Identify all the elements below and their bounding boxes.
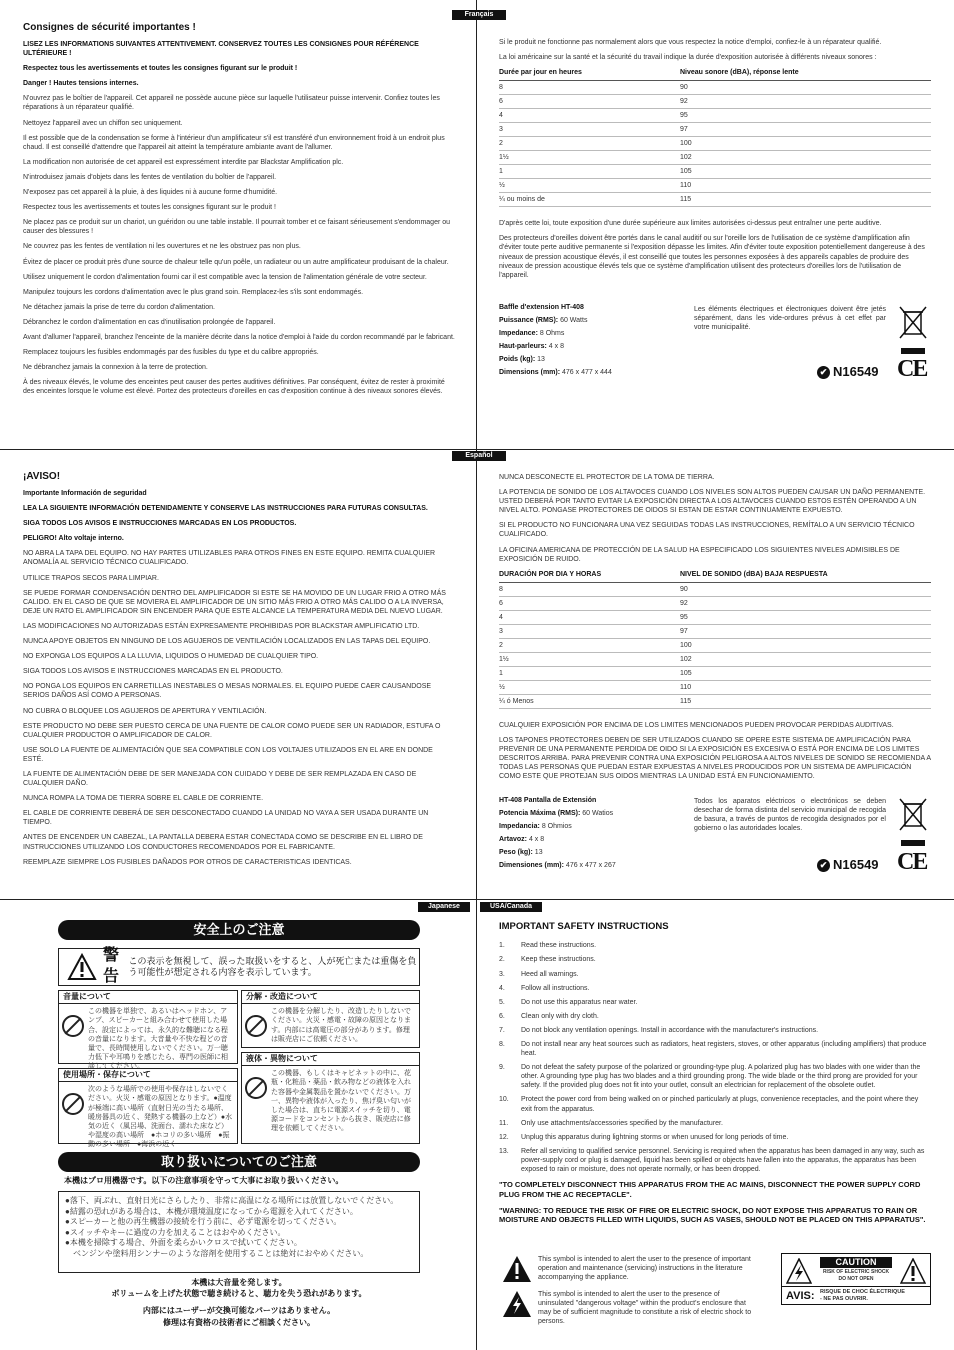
jp-handling-list — [58, 1191, 420, 1273]
weee-bin-icon — [897, 304, 929, 356]
list-item: 11. Only use attachments/accessories specified by the manufacturer. — [499, 1119, 723, 1127]
es-para: NUNCA ROMPA LA TOMA DE TIERRA SOBRE EL CABLE DE CORRIENTE. — [23, 795, 264, 803]
es-table-header-duration: DURACIÓN POR DIA Y HORAS — [499, 570, 680, 583]
jp-box-title: 液体・異物について — [242, 1053, 419, 1066]
es-left-column — [23, 470, 455, 890]
table-row: 1 105 — [499, 165, 931, 179]
fr-para: N'ouvrez pas le boîtier de l'appareil. Cet appareil ne possède aucune pièce sur laquelle l'utilisateur puisse intervenir. Confiez toutes les réparations à un réparateur qualifié. — [23, 95, 440, 112]
es-spec-block: HT-408 Pantalla de Extensión Potencia Máxima (RMS): 60 Watios Impedancia: 8 Ohmios Artavoz: 4 x 8 Peso (kg): 13 Dimensiones (mm): 476 x 477 x 267 — [499, 796, 689, 876]
tab-espanol: Español — [452, 451, 506, 461]
fr-right-para-3: D'après cette loi, toute exposition d'une durée supérieure aux limites autorisées ci-dessus peut entraîner une perte auditive. — [499, 220, 882, 228]
es-para: LAS MODIFICACIONES NO AUTORIZADAS ESTÁN EXPRESAMENTE PROHIBIDAS POR BLACKSTAR AMPLIFICATIO LTD. — [23, 622, 420, 630]
jp-box-volume: 音量について この機器を単独で、あるいはヘッドホン、アンプ、スピーカーと組み合わせて使用した場合、設定によっては、永久的な難聴になる程の音量になります。大音量や不快な程どの音量で、長時間使用しないでください。万一聴力低下や耳鳴りを感じたら、専門の医師に相談してください。 — [58, 990, 238, 1064]
fr-right-para-1: Si le produit ne fonctionne pas normalement alors que vous respectez la notice d'emploi, confiez-le à un réparateur qualifié. — [499, 39, 882, 46]
es-right-para-5: CUALQUIER EXPOSICIÓN POR ENCIMA DE LOS LIMITES MENCIONADOS PUEDEN PROVOCAR PERDIDAS AUDITIVAS. — [499, 721, 894, 729]
prohibition-icon — [62, 1015, 84, 1037]
fr-para: Respectez tous les avertissements et toutes les consignes figurant sur le produit ! — [23, 204, 276, 212]
es-para: NO PONGA LOS EQUIPOS EN CARRETILLAS INESTABLES O MESAS NORMALES. EL EQUIPO PUEDE CAER CAUSANDOSE SERIOS DAÑOS ASÍ COMO A PERSONAS. — [23, 683, 432, 700]
c-tick-logo: ✔ N16549 — [817, 857, 879, 874]
fr-recycle-text: Les éléments électriques et électroniques doivent être jetés séparément, dans les vide-ordures prévus à cet effet par votre municipalité. — [694, 306, 886, 332]
list-item: ●スイッチやキーに過度の力を加えることはおやめください。 — [65, 1227, 286, 1237]
es-para: NUNCA APOYE OBJETOS EN NINGUNO DE LOS AGUJEROS DE VENTILACIÓN LOCALIZADOS EN LAS TAPAS DEL EQUIPO. — [23, 638, 431, 646]
jp-title-handling: 取り扱いについてのご注意 — [58, 1152, 420, 1172]
list-item: 3. Heed all warnings. — [499, 970, 579, 978]
list-item: ●スピーカーと他の再生機器の接続を行う前に、必ず電源を切ってください。 — [65, 1217, 342, 1227]
fr-para: À des niveaux élevés, le volume des enceintes peut causer des pertes auditives définitives. Par conséquent, évitez de rester à proximité des enceintes lorsque le volume est élevé. Portez des protecteurs d'oreilles en cas d'exposition continue à des niveaux sonores élevés. — [23, 379, 445, 396]
list-item: 13. Refer all servicing to qualified service personnel. Servicing is required when the apparatus has been damaged in any way, such as power-supply cord or plug is damaged, liquid has been spilled or objects have fallen into the apparatus, the apparatus has been exposed to rain or moisture, does not operate normally, or has been dropped. — [499, 1147, 925, 1174]
table-row: 8 90 — [499, 582, 931, 596]
table-row: 4 95 — [499, 109, 931, 123]
fr-para: Ne couvrez pas les fentes de ventilation ni les ouvertures et ne les obstruez pas non plus. — [23, 243, 301, 251]
fr-intro-1: LISEZ LES INFORMATIONS SUIVANTES ATTENTIVEMENT. CONSERVEZ TOUTES LES CONSIGNES POUR RÉFÉRENCE ULTÉRIEURE ! — [23, 41, 419, 58]
lightning-triangle-icon — [502, 1290, 532, 1318]
list-item: ベンジンや塗料用シンナーのような溶剤を使用することは絶対におやめください。 — [73, 1248, 369, 1258]
jp-notes: 本機は大音量を発します。 ボリュームを上げた状態で聴き続けると、聴力を失う恐れがあります。 内部にはユーザーが交換可能なパーツはありません。 修理は有資格の技術者にご相談ください。 — [111, 1278, 367, 1327]
es-intro-2: SIGA TODOS LOS AVISOS E INSTRUCCIONES MARCADAS EN LOS PRODUCTOS. — [23, 520, 297, 528]
es-para: USE SOLO LA FUENTE DE ALIMENTACIÓN QUE SEA COMPATIBLE CON LOS VOLTAJES UTILIZADOS EN EL ARE EN DONDE ESTÉ. — [23, 746, 433, 763]
list-item: 6. Clean only with dry cloth. — [499, 1012, 599, 1020]
table-row: 8 90 — [499, 81, 931, 95]
fr-para: Ne placez pas ce produit sur un chariot, un guéridon ou une table instable. Il pourrait tomber et ce faisant sérieusement s'endommager ou causer des blessures ! — [23, 219, 451, 236]
tab-japanese: Japanese — [418, 902, 470, 912]
jp-subtitle: 本機はプロ用機器です。以下の注意事項を守って大事にお取り扱いください。 — [64, 1176, 344, 1185]
fr-intro-3: Danger ! Hautes tensions internes. — [23, 80, 139, 88]
es-para: LA FUENTE DE ALIMENTACIÓN DEBE DE SER MANEJADA CON CUIDADO Y DEBE DE SER REMPLAZADA EN CASO DE CUALQUIER DAÑO. — [23, 770, 417, 788]
c-tick-icon: ✔ — [817, 859, 830, 872]
list-item: ●結露の恐れがある場合は、本機が環境温度になってから電源を入れてください。 — [65, 1206, 358, 1216]
table-row: 6 92 — [499, 95, 931, 109]
es-intro-3: PELIGRO! Alto voltaje interno. — [23, 535, 124, 543]
list-item: 8. Do not install near any heat sources such as radiators, heat registers, stoves, or other apparatus (including amplifiers) that produce heat. — [499, 1041, 927, 1058]
column-divider — [476, 0, 477, 1350]
table-row: 3 97 — [499, 123, 931, 137]
fr-title: Consignes de sécurité importantes ! — [23, 22, 196, 33]
jp-warning-word: 警告 — [103, 947, 120, 985]
jp-box-title: 分解・改造について — [242, 991, 419, 1004]
us-disconnect-warning: "TO COMPLETELY DISCONNECT THIS APPARATUS FROM THE AC MAINS, DISCONNECT THE POWER SUPPLY CORD PLUG FROM THE AC RECEPTACLE". — [499, 1180, 921, 1199]
es-title: ¡AVISO! — [23, 471, 61, 482]
table-row: ½ 110 — [499, 680, 931, 694]
avis-text: RISQUE DE CHOC ÉLECTRIQUE - NE PAS OUVRIR. — [820, 1289, 905, 1302]
es-intro-0: Importante Información de seguridad — [23, 490, 147, 497]
list-item: 4. Follow all instructions. — [499, 984, 590, 992]
lightning-triangle-icon — [786, 1258, 812, 1284]
fr-para: Utilisez uniquement le cordon d'alimentation fourni car il est compatible avec la tension de l'alimentation générale de votre secteur. — [23, 273, 427, 281]
fr-noise-table — [499, 68, 931, 207]
section-divider-2 — [0, 899, 954, 900]
es-para: NO EXPONGA LOS EQUIPOS A LA LLUVIA, LIQUIDOS O HUMEDAD DE CUALQUIER TIPO. — [23, 653, 319, 661]
jp-box-location: 使用場所・保存について 次のような場所での使用や保存はしないでください。火災・感電の原因となります。●温度が極端に高い場所（直射日光の当たる場所、暖房器具の近く、発熱する機器の上など）●水気の近く（風呂場、洗面台、濡れた床など）や湿度の高い場所 ●ホコリの多い場所 ●振動の多い場所 ●海浜の近く — [58, 1068, 238, 1144]
es-noise-table — [499, 570, 931, 709]
fr-para: Il est possible que de la condensation se forme à l'intérieur d'un amplificateur s'il est transféré d'un environnement froid à un endroit plus chaud. Il est conseillé d'attendre que l'appareil ait atteint la température ambiante avant de l'allumer. — [23, 134, 445, 151]
table-row: ¼ ó Menos 115 — [499, 694, 931, 708]
fr-intro-2: Respectez tous les avertissements et toutes les consignes figurant sur le produit ! — [23, 65, 298, 73]
list-item: 7. Do not block any ventilation openings. Install in accordance with the manufacturer's instructions. — [499, 1026, 819, 1034]
table-row: 2 100 — [499, 137, 931, 151]
fr-para: Évitez de placer ce produit près d'une source de chaleur telle qu'un poêle, un radiateur ou un autre amplificateur produisant de la chaleur. — [23, 258, 449, 266]
table-row: 6 92 — [499, 596, 931, 610]
table-row: ¼ ou moins de 115 — [499, 193, 931, 207]
fr-para: Remplacez toujours les fusibles endommagés par des fusibles du type et du calibre appropriés. — [23, 349, 319, 357]
es-para: EL CABLE DE CORRIENTE DEBERÁ DE SER DESCONECTADO CUANDO LA UNIDAD NO VAYA A SER USADA DURANTE UN TIEMPO. — [23, 810, 429, 827]
es-right-column — [499, 473, 931, 783]
list-item: 10. Protect the power cord from being walked on or pinched particularly at plugs, convenience receptacles, and the point where they exit from the apparatus. — [499, 1096, 919, 1113]
fr-para: Manipulez toujours les cordons d'alimentation avec le plus grand soin. Remplacez-les s'ils sont endommagés. — [23, 288, 364, 296]
list-item: 5. Do not use this apparatus near water. — [499, 998, 638, 1006]
table-row: ½ 110 — [499, 179, 931, 193]
ce-mark-icon: CE — [897, 849, 927, 875]
es-spec-name: HT-408 Pantalla de Extensión — [499, 797, 597, 804]
es-table-header-level: NIVEL DE SONIDO (dBA) BAJA RESPUESTA — [680, 570, 931, 583]
prohibition-icon — [62, 1093, 84, 1115]
fr-table-header-level: Niveau sonore (dBA), réponse lente — [680, 68, 931, 81]
table-row: 1½ 102 — [499, 151, 931, 165]
table-row: 3 97 — [499, 624, 931, 638]
fr-right-column — [499, 38, 931, 288]
fr-right-para-4: Des protecteurs d'oreilles doivent être portés dans le canal auditif ou sur l'oreille lors de l'utilisation de ce système d'amplification afin d'éviter toute perte auditive permanente si l'exposition dépasse les limites. Afin d'éviter toute exposition potentiellement dangereuse à des niveaux de pression acoustique élevés, il est conseillé que toutes les personnes exposées à des appareils capables de produire des niveaux de pression acoustique élevés tels que ce système d'amplification utilisent des protecteurs d'oreilles lors de l'utilisation de l'appareil. — [499, 235, 925, 279]
es-right-para-1: NUNCA DESCONECTE EL PROTECTOR DE LA TOMA DE TIERRA. — [499, 474, 715, 481]
es-intro-1: LEA LA SIGUIENTE INFORMACIÓN DETENIDAMENTE Y CONSERVE LAS INSTRUCCIONES PARA FUTURAS CONSULTAS. — [23, 505, 428, 513]
fr-spec-name: Baffle d'extension HT-408 — [499, 304, 584, 311]
es-right-para-6: LOS TAPONES PROTECTORES DEBEN DE SER UTILIZADOS CUANDO SE OPERE ESTE SISTEMA DE AMPLIFICACIÓN PARA PREVENIR DE UNA PERMANENTE PERDIDA DE OIDO SI LA EXPOSICIÓN ES EXCESIVA O ESTÁ POR ENCIMA DE LOS LIMITES DESCRITOS ARRIBA. PARA PREVENIR CONTRA UNA EXPOSICIÓN PELIGROSA A ALTOS NIVELES DE SONIDO SE RECOMIENDA A TODAS LAS PERSONAS QUE PUEDAN ESTAR EXPUESTAS A NIVELES PRODUCIDOS POR UN SISTEMA DE AMPLIFICACIÓN COMO ESTE QUE PROTEJAN SUS OIDOS MIENTRAS LA UNIDAD ESTÁ EN FUNCIONAMIENTO. — [499, 736, 931, 781]
us-symbol-1-text: This symbol is intended to alert the user to the presence of important operation and maintenance (servicing) instructions in the literature accompanying the appliance. — [538, 1256, 751, 1282]
es-right-para-2: LA POTENCIA DE SONIDO DE LOS ALTAVOCES CUANDO LOS NIVELES SON ALTOS PUEDEN CAUSAR UN DAÑO PERMANENTE. USTED DEBERÁ POR TANTO EVITAR LA EXPOSICIÓN DIRECTA A LOS ALTAVOCES CUANDO ESTOS ESTÉN OPERANDO A UN NIVEL ALTO. PONGASE PROTECTORES DE OIDOS SI ESTAN DE ESTAR CONTINUAMENTE EXPUESTO. — [499, 489, 926, 515]
fr-para: N'introduisez jamais d'objets dans les fentes de ventilation du boîtier de l'appareil. — [23, 173, 277, 181]
caution-text: RISK OF ELECTRIC SHOCK DO NOT OPEN — [822, 1269, 890, 1282]
es-para: UTILICE TRAPOS SECOS PARA LIMPIAR. — [23, 574, 159, 582]
jp-warning-box — [58, 948, 420, 986]
fr-left-column — [23, 21, 455, 441]
es-para: NO ABRA LA TAPA DEL EQUIPO. NO HAY PARTES UTILIZABLES PARA OTROS FINES EN ESTE EQUIPO. REMITA CUALQUIER ANOMALÍA AL SERVICIO TÉCNICO CUALIFICADO. — [23, 550, 436, 567]
exclamation-triangle-icon — [502, 1255, 532, 1283]
caution-heading: CAUTION — [820, 1257, 892, 1268]
c-tick-icon: ✔ — [817, 366, 830, 379]
es-para: ANTES DE ENCENDER UN CABEZAL, LA PANTALLA DEBERA ESTAR CONECTADA COMO SE DESCRIBE EN EL LIBRO DE INSTRUCCIONES UTILIZANDO LOS CONDUCTORES RECOMENDADOS POR EL FABRICANTE. — [23, 834, 423, 851]
es-para: SE PUEDE FORMAR CONDENSACIÓN DENTRO DEL AMPLIFICADOR SI ESTE SE HA MOVIDO DE UN LUGAR FRIO A OTRO MÁS CALIDO. EN EL CASO DE QUE SE MOVIERA EL AMPLIFICADOR DE UN SITIO MÁS FRIO A OTRO MÁS CALIDO O A LA INVERSA, DEJE UN RATO EL AMPLIFICADOR SIN ENCENDER PARA QUE ESTE ALCANCE LA TEMPERATURA MEDIA DEL NUEVO LUGAR. — [23, 589, 446, 615]
exclamation-triangle-icon — [900, 1258, 926, 1284]
table-row: 4 95 — [499, 610, 931, 624]
es-para: NO CUBRA O BLOQUEE LOS AGUJEROS DE APERTURA Y VENTILACIÓN. — [23, 707, 267, 715]
list-item: 9. Do not defeat the safety purpose of the polarized or grounding-type plug. A polarized plug has two blades with one wider than the other. A grounding type plug has two blades and a third grounding prong. The wide blade or the third prong are provided for your safety. If the provided plug does not fit into your outlet, consult an electrician for replacement of the obsolete outlet. — [499, 1064, 921, 1090]
fr-spec-block: Baffle d'extension HT-408 Puissance (RMS): 60 Watts Impedance: 8 Ohms Haut-parleurs: 4 x 8 Poids (kg): 13 Dimensions (mm): 476 x 477 x 444 — [499, 303, 689, 383]
list-item: 12. Unplug this apparatus during lightning storms or when unused for long periods of time. — [499, 1133, 789, 1141]
es-para: ESTE PRODUCTO NO DEBE SER PUESTO CERCA DE UNA FUENTE DE CALOR COMO PUEDE SER UN RADIADOR, ESTUFA O CUALQUIER PRODUCTOR O AMPLIFICADOR DE CALOR. — [23, 722, 441, 739]
warning-triangle-icon — [67, 953, 97, 981]
us-column — [499, 921, 931, 1251]
es-right-para-4: LA OFICINA AMERICANA DE PROTECCIÓN DE LA SALUD HA ESPECIFICADO LOS SIGUIENTES NIVELES ADMISIBLES DE EXPOSICIÓN DE RUIDO. — [499, 546, 900, 563]
jp-box-disassembly: 分解・改造について この機器を分解したり、改造したりしないでください。火災・感電・故障の原因となります。内部には高電圧の部分があります。修理は販売店にご依頼ください。 — [241, 990, 420, 1048]
es-para: REEMPLAZE SIEMPRE LOS FUSIBLES DAÑADOS POR OTROS DE CARACTERISTICAS IDENTICAS. — [23, 858, 352, 866]
fr-para: Nettoyez l'appareil avec un chiffon sec uniquement. — [23, 119, 183, 127]
avis-heading: AVIS: — [786, 1290, 815, 1302]
fr-para: Avant d'allumer l'appareil, branchez l'enceinte de la manière décrite dans la notice d'emploi à l'aide du cordon recommandé par le fabricant. — [23, 333, 455, 341]
jp-box-title: 使用場所・保存について — [59, 1069, 237, 1082]
table-row: 1 105 — [499, 666, 931, 680]
us-title: IMPORTANT SAFETY INSTRUCTIONS — [499, 921, 669, 932]
jp-warning-text: この表示を無視して、誤った取扱いをすると、人が死亡または重傷を負う可能性が想定される内容を表示しています。 — [128, 955, 417, 977]
table-row: 2 100 — [499, 638, 931, 652]
list-item: 2. Keep these instructions. — [499, 956, 596, 964]
weee-bin-icon — [897, 796, 929, 848]
fr-right-para-2: La loi américaine sur la santé et la sécurité du travail indique la durée d'exposition autorisée à différents niveaux sonores : — [499, 54, 877, 62]
fr-para: Ne débranchez jamais la connexion à la terre de protection. — [23, 364, 208, 372]
jp-box-title: 音量について — [59, 991, 237, 1004]
fr-table-header-duration: Durée par jour en heures — [499, 68, 680, 81]
us-moisture-warning: "WARNING: TO REDUCE THE RISK OF FIRE OR ELECTRIC SHOCK, DO NOT EXPOSE THIS APPARATUS TO RAIN OR MOISTURE AND OBJECTS FILLED WITH LIQUIDS, SUCH AS VASES, SHOULD NOT BE PLACED ON THIS APPARATUS". — [499, 1205, 926, 1225]
list-item: ●落下、両ぶれ、直射日光にさらしたり、非常に高温になる場所には放置しないでください。 — [65, 1196, 399, 1205]
us-symbol-2-text: This symbol is intended to alert the user to the presence of uninsulated "dangerous voltage" within the product's enclosure that may be of sufficient magnitude to constitute a risk of electric shock to persons. — [538, 1291, 752, 1326]
fr-para: Ne détachez jamais la prise de terre du cordon d'alimentation. — [23, 303, 215, 311]
section-divider-1 — [0, 449, 954, 450]
tab-francais: Français — [452, 10, 506, 20]
caution-label — [781, 1253, 931, 1305]
prohibition-icon — [245, 1015, 267, 1037]
list-item: 1. Read these instructions. — [499, 942, 597, 950]
fr-para: La modification non autorisée de cet appareil est expressément interdite par Blackstar Amplification plc. — [23, 158, 344, 166]
c-tick-logo: ✔ N16549 — [817, 364, 879, 381]
jp-box-liquids: 液体・異物について この機器、もしくはキャビネットの中に、花瓶・化粧品・薬品・飲み物などの液体を入れた容器や金属製品を置かないでください。万一、異物や液体が入ったり、焦げ臭い匂いがした場合は、直ちに電源スイッチを切り、電源コードをコンセントから抜き、販売店に修理を依頼してください。 — [241, 1052, 420, 1144]
fr-para: Débranchez le cordon d'alimentation en cas d'inutilisation prolongée de l'appareil. — [23, 318, 276, 326]
es-recycle-text: Todos los aparatos eléctricos o electrónicos se deben desechar de forma distinta del servicio municipal de recogida de basura, a través de puntos de recogida designados por el gobierno o las autoridades locales. — [694, 798, 886, 833]
list-item: ●本機を掃除する場合、外面を柔らかいクロスで拭いてください。 — [65, 1238, 302, 1248]
table-row: 1½ 102 — [499, 652, 931, 666]
es-para: SIGA TODOS LOS AVISOS E INSTRUCCIONES MARCADAS EN EL PRODUCTO. — [23, 668, 283, 676]
tab-usa-canada: USA/Canada — [480, 902, 542, 912]
es-right-para-3: SI EL PRODUCTO NO FUNCIONARA UNA VEZ SEGUIDAS TODAS LAS INSTRUCCIONES, REMÍTALO A UN SERVICIO TÉCNICO CUALIFICADO. — [499, 522, 915, 539]
ce-mark-icon: CE — [897, 356, 927, 382]
prohibition-icon — [245, 1077, 267, 1099]
us-instructions-list — [499, 941, 931, 1174]
jp-title-safety: 安全上のご注意 — [58, 920, 420, 940]
fr-para: N'exposez pas cet appareil à la pluie, à des liquides ni à aucune forme d'humidité. — [23, 189, 278, 197]
